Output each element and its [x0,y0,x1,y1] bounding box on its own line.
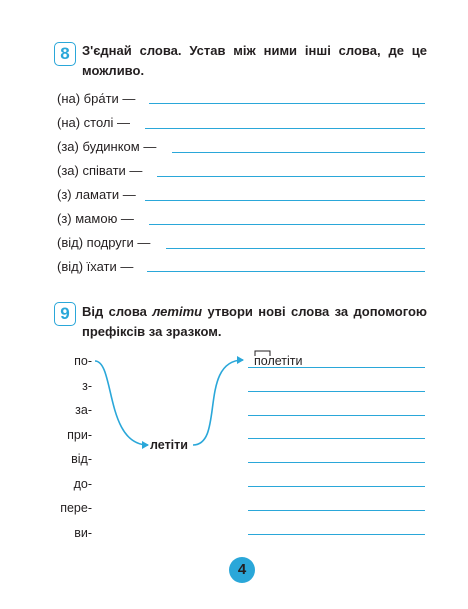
answer-line[interactable] [145,128,425,129]
word-pair-label: (за) співати — [57,163,143,178]
answer-line[interactable] [248,367,425,368]
answer-line[interactable] [149,103,425,104]
prefix-item: з- [82,379,92,393]
task-number-badge [54,302,76,326]
example-text: полетіти [254,354,303,368]
answer-line[interactable] [248,415,425,416]
answer-line[interactable] [166,248,425,249]
answer-line[interactable] [248,462,425,463]
answer-line[interactable] [248,438,425,439]
page-number: 4 [237,561,247,578]
answer-line[interactable] [147,271,425,272]
prefix-mark-icon [254,349,284,357]
arrow-to-example [193,360,243,445]
base-word: летіти [150,438,188,452]
task-instructions-line1 [82,302,427,322]
prefix-item: при- [67,428,92,442]
task-number-badge [54,42,76,66]
prefix-item: до- [73,477,92,491]
word-pair-label: (за) будинком — [57,139,157,154]
word-pair-label: (на) бра́ти — [57,91,136,106]
answer-line[interactable] [248,534,425,535]
task-instructions [82,41,427,81]
instruction-word: летіти [152,304,203,319]
arrow-to-center-word [95,361,148,445]
prefix-item: від- [71,452,92,466]
word-pair-label: (з) мамою — [57,211,134,226]
word-pair-label: (з) ламати — [57,187,136,202]
answer-line[interactable] [248,510,425,511]
task-instructions-line2: можливо. [82,63,145,78]
answer-line[interactable] [248,391,425,392]
answer-line[interactable] [145,200,425,201]
answer-line[interactable] [149,224,425,225]
word-pair-label: (від) подруги — [57,235,151,250]
prefix-item: по- [74,354,92,368]
instruction-text: утвори нові слова за допомогою [202,304,427,319]
instruction-text: Від слова [82,304,153,319]
task-number: 8 [60,44,70,63]
task-number: 9 [60,304,70,323]
task-instructions-line1: З'єднай слова. Устав між ними інші слова, де це [82,43,427,58]
task-instructions [82,302,427,342]
answer-line[interactable] [172,152,425,153]
answer-line[interactable] [157,176,425,177]
prefix-item: ви- [74,526,92,540]
word-pair-label: (на) столі — [57,115,131,130]
task-instructions-line2: префіксів за зразком. [82,324,222,339]
word-pair-label: (від) їхати — [57,259,134,274]
prefix-item: за- [75,403,92,417]
prefix-item: пере- [60,501,92,515]
answer-line[interactable] [248,486,425,487]
